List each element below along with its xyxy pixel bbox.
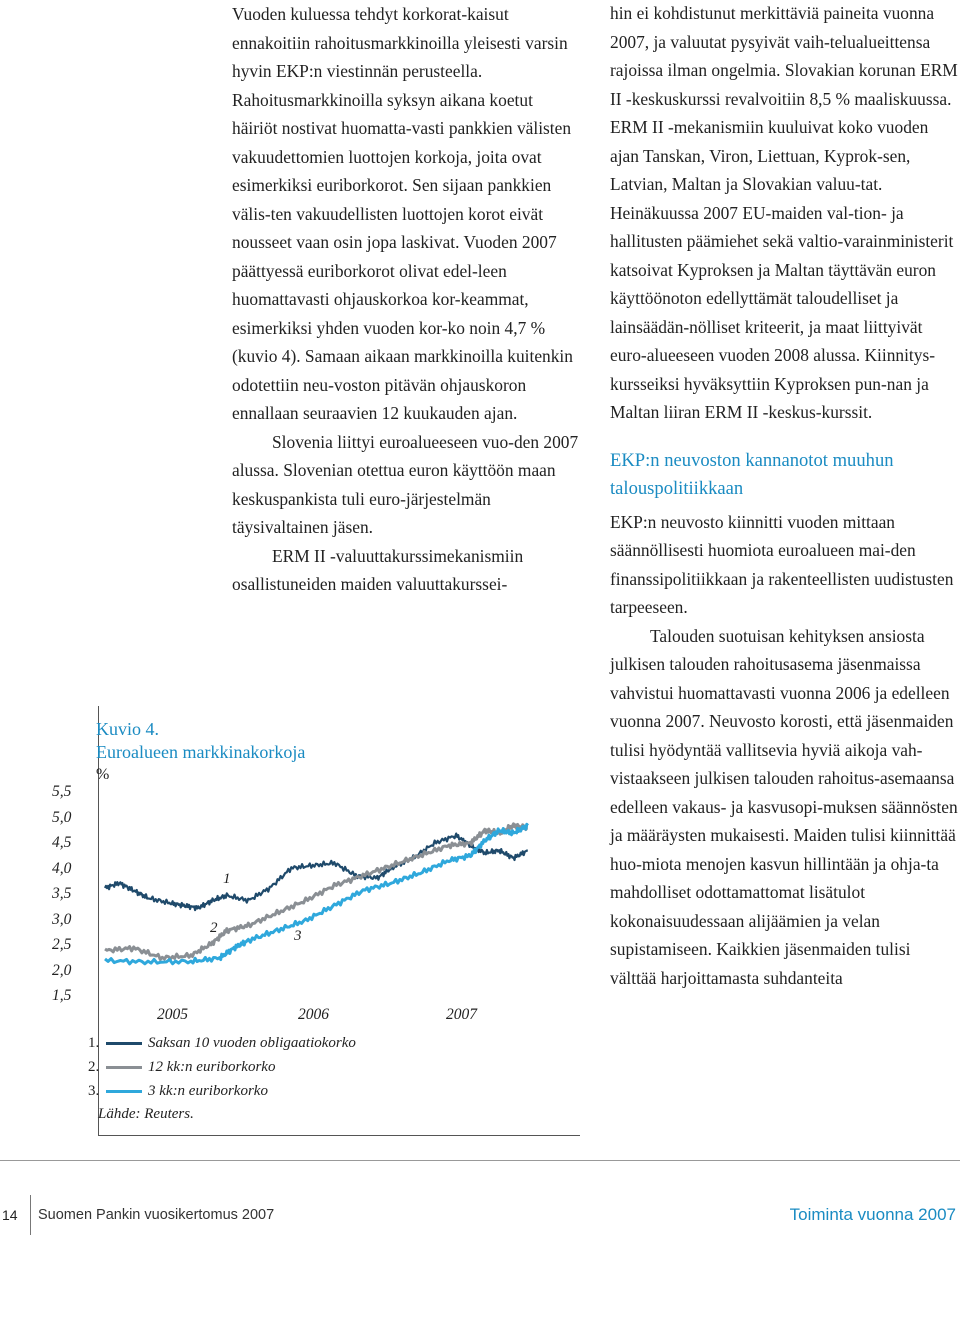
- legend-item-2: [88, 1056, 275, 1078]
- series-label-3: 3: [294, 928, 302, 944]
- y-tick-label: 2,5: [52, 936, 72, 953]
- series-label-2: 2: [210, 920, 218, 936]
- legend-label: 12 kk:n euriborkorko: [148, 1059, 276, 1075]
- legend-item-3: [88, 1080, 268, 1102]
- series-line-2: [105, 824, 528, 960]
- x-tick-label: 2007: [446, 1006, 477, 1023]
- paragraph: ERM II -valuuttakurssimekanismiin osallistuneiden maiden valuuttakurssei-: [232, 545, 524, 594]
- middle-text-column: [232, 0, 582, 599]
- y-unit-label: %: [96, 766, 110, 783]
- section-title: Toiminta vuonna 2007: [789, 1205, 956, 1224]
- figure-subtitle: Euroalueen markkinakorkoja: [96, 742, 306, 762]
- legend-number: 3.: [88, 1083, 100, 1099]
- x-tick-label: 2006: [298, 1006, 329, 1023]
- y-tick-label: 4,5: [52, 834, 72, 851]
- y-tick-label: 1,5: [52, 987, 72, 1004]
- y-tick-label: 4,0: [52, 860, 72, 877]
- y-tick-label: 3,5: [52, 885, 72, 902]
- paragraph: Slovenia liittyi euroalueeseen vuo-den 2007 alussa. Slovenian otettua euron käyttöön maan keskuspankista tuli euro-järjestelmän täysivaltainen jäsen.: [232, 431, 579, 537]
- figure-number: Kuvio 4.: [96, 719, 159, 739]
- footer-divider: [0, 1160, 960, 1161]
- legend-number: 2.: [88, 1059, 100, 1075]
- paragraph: Talouden suotuisan kehityksen ansiosta julkisen talouden rahoitusasema jäsenmaissa vahvistui huomattavasti vuonna 2006 ja edelleen vuonna 2007. Neuvosto korosti, että jäsenmaiden tulisi hyödyntää vallitsevia hyviä aikoja vah-vistaakseen julkisen talouden rahoitus-asemaansa edelleen vakaus- ja kasvusopi-muksen säännösten ja määräysten mukaisesti. Maiden tulisi kiinnittää huo-miota menojen kasvun hillintään ja ohja-ta mahdolliset odottamattomat lisätulot kokonaisuudessaan alijäämien ja velan supistamiseen. Kaikkien jäsenmaiden tulisi välttää harjoittamasta suhdanteita: [610, 625, 958, 988]
- legend-label: 3 kk:n euriborkorko: [148, 1083, 268, 1099]
- paragraph: EKP:n neuvosto kiinnitti vuoden mittaan säännöllisesti huomiota euroalueen mai-den finanssipolitiikkaan ja rakenteellisten uudistusten tarpeeseen.: [610, 511, 954, 617]
- publication-title: Suomen Pankin vuosikertomus 2007: [38, 1207, 275, 1223]
- legend-number: 1.: [88, 1035, 100, 1051]
- legend-swatch: [106, 1066, 142, 1069]
- right-text-column: [610, 0, 960, 992]
- y-tick-label: 3,0: [52, 911, 72, 928]
- x-tick-label: 2005: [157, 1006, 188, 1023]
- figure-title: [96, 718, 305, 764]
- paragraph: Vuoden kuluessa tehdyt korkorat-kaisut ennakoitiin rahoitusmarkkinoilla yleisesti varsin hyvin EKP:n viestinnän perusteella. Rahoitusmarkkinoilla syksyn aikana koetut häiriöt nostivat huomatta-vasti pankkien välisten vakuudettomien luottojen korkoja, joita ovat esimerkiksi euriborkorot. Sen sijaan pankkien välis-ten vakuudellisten luottojen korot eivät nousseet vaan osin jopa laskivat. Vuoden 2007 päättyessä euriborkorot olivat edel-leen huomattavasti ohjauskorkoa kor-keammat, esimerkiksi yhden vuoden kor-ko noin 4,7 % (kuvio 4). Samaan aikaan markkinoilla kuitenkin odotettiin neu-voston pitävän ohjauskoron ennallaan seuraavien 12 kuukauden ajan.: [232, 4, 573, 423]
- figure-source: Lähde: Reuters.: [98, 1106, 194, 1122]
- paragraph: hin ei kohdistunut merkittäviä paineita vuonna 2007, ja valuutat pysyivät vaih-telualueittensa rajoissa ilman ongelmia. Slovakian korunan ERM II -keskuskurssi revalvoitiin 8,5 % maaliskuussa. ERM II -mekanismiin kuuluivat koko vuoden ajan Tanskan, Viron, Liettuan, Kyprok-sen, Latvian, Maltan ja Slovakian valuu-tat. Heinäkuussa 2007 EU-maiden val-tion- ja hallitusten päämiehet sekä valtio-varainministerit katsoivat Kyproksen ja Maltan täyttävän euron käyttöönoton edellyttämät taloudelliset ja lainsäädän-nölliset kriteerit, ja maat liittyivät euro-alueeseen vuoden 2008 alussa. Kiinnitys-kursseiksi hyväksyttiin Kyproksen pun-nan ja Maltan liiran ERM II -keskus-kurssit.: [610, 3, 958, 422]
- series-label-1: 1: [223, 871, 231, 887]
- page-number: 14: [0, 1195, 31, 1235]
- page-footer: [0, 1195, 960, 1235]
- line-chart-plot: [100, 788, 540, 998]
- legend-item-1: [88, 1032, 356, 1054]
- y-tick-label: 2,0: [52, 962, 72, 979]
- legend-label: Saksan 10 vuoden obligaatiokorko: [148, 1035, 356, 1051]
- figure-kuvio-4: [30, 706, 580, 1136]
- legend-swatch: [106, 1090, 142, 1093]
- figure-frame-bottom: [98, 1135, 580, 1136]
- y-tick-label: 5,5: [52, 783, 72, 800]
- legend-swatch: [106, 1042, 142, 1045]
- section-heading: EKP:n neuvoston kannanotot muuhun talouspolitiikkaan: [610, 449, 894, 499]
- y-tick-label: 5,0: [52, 809, 72, 826]
